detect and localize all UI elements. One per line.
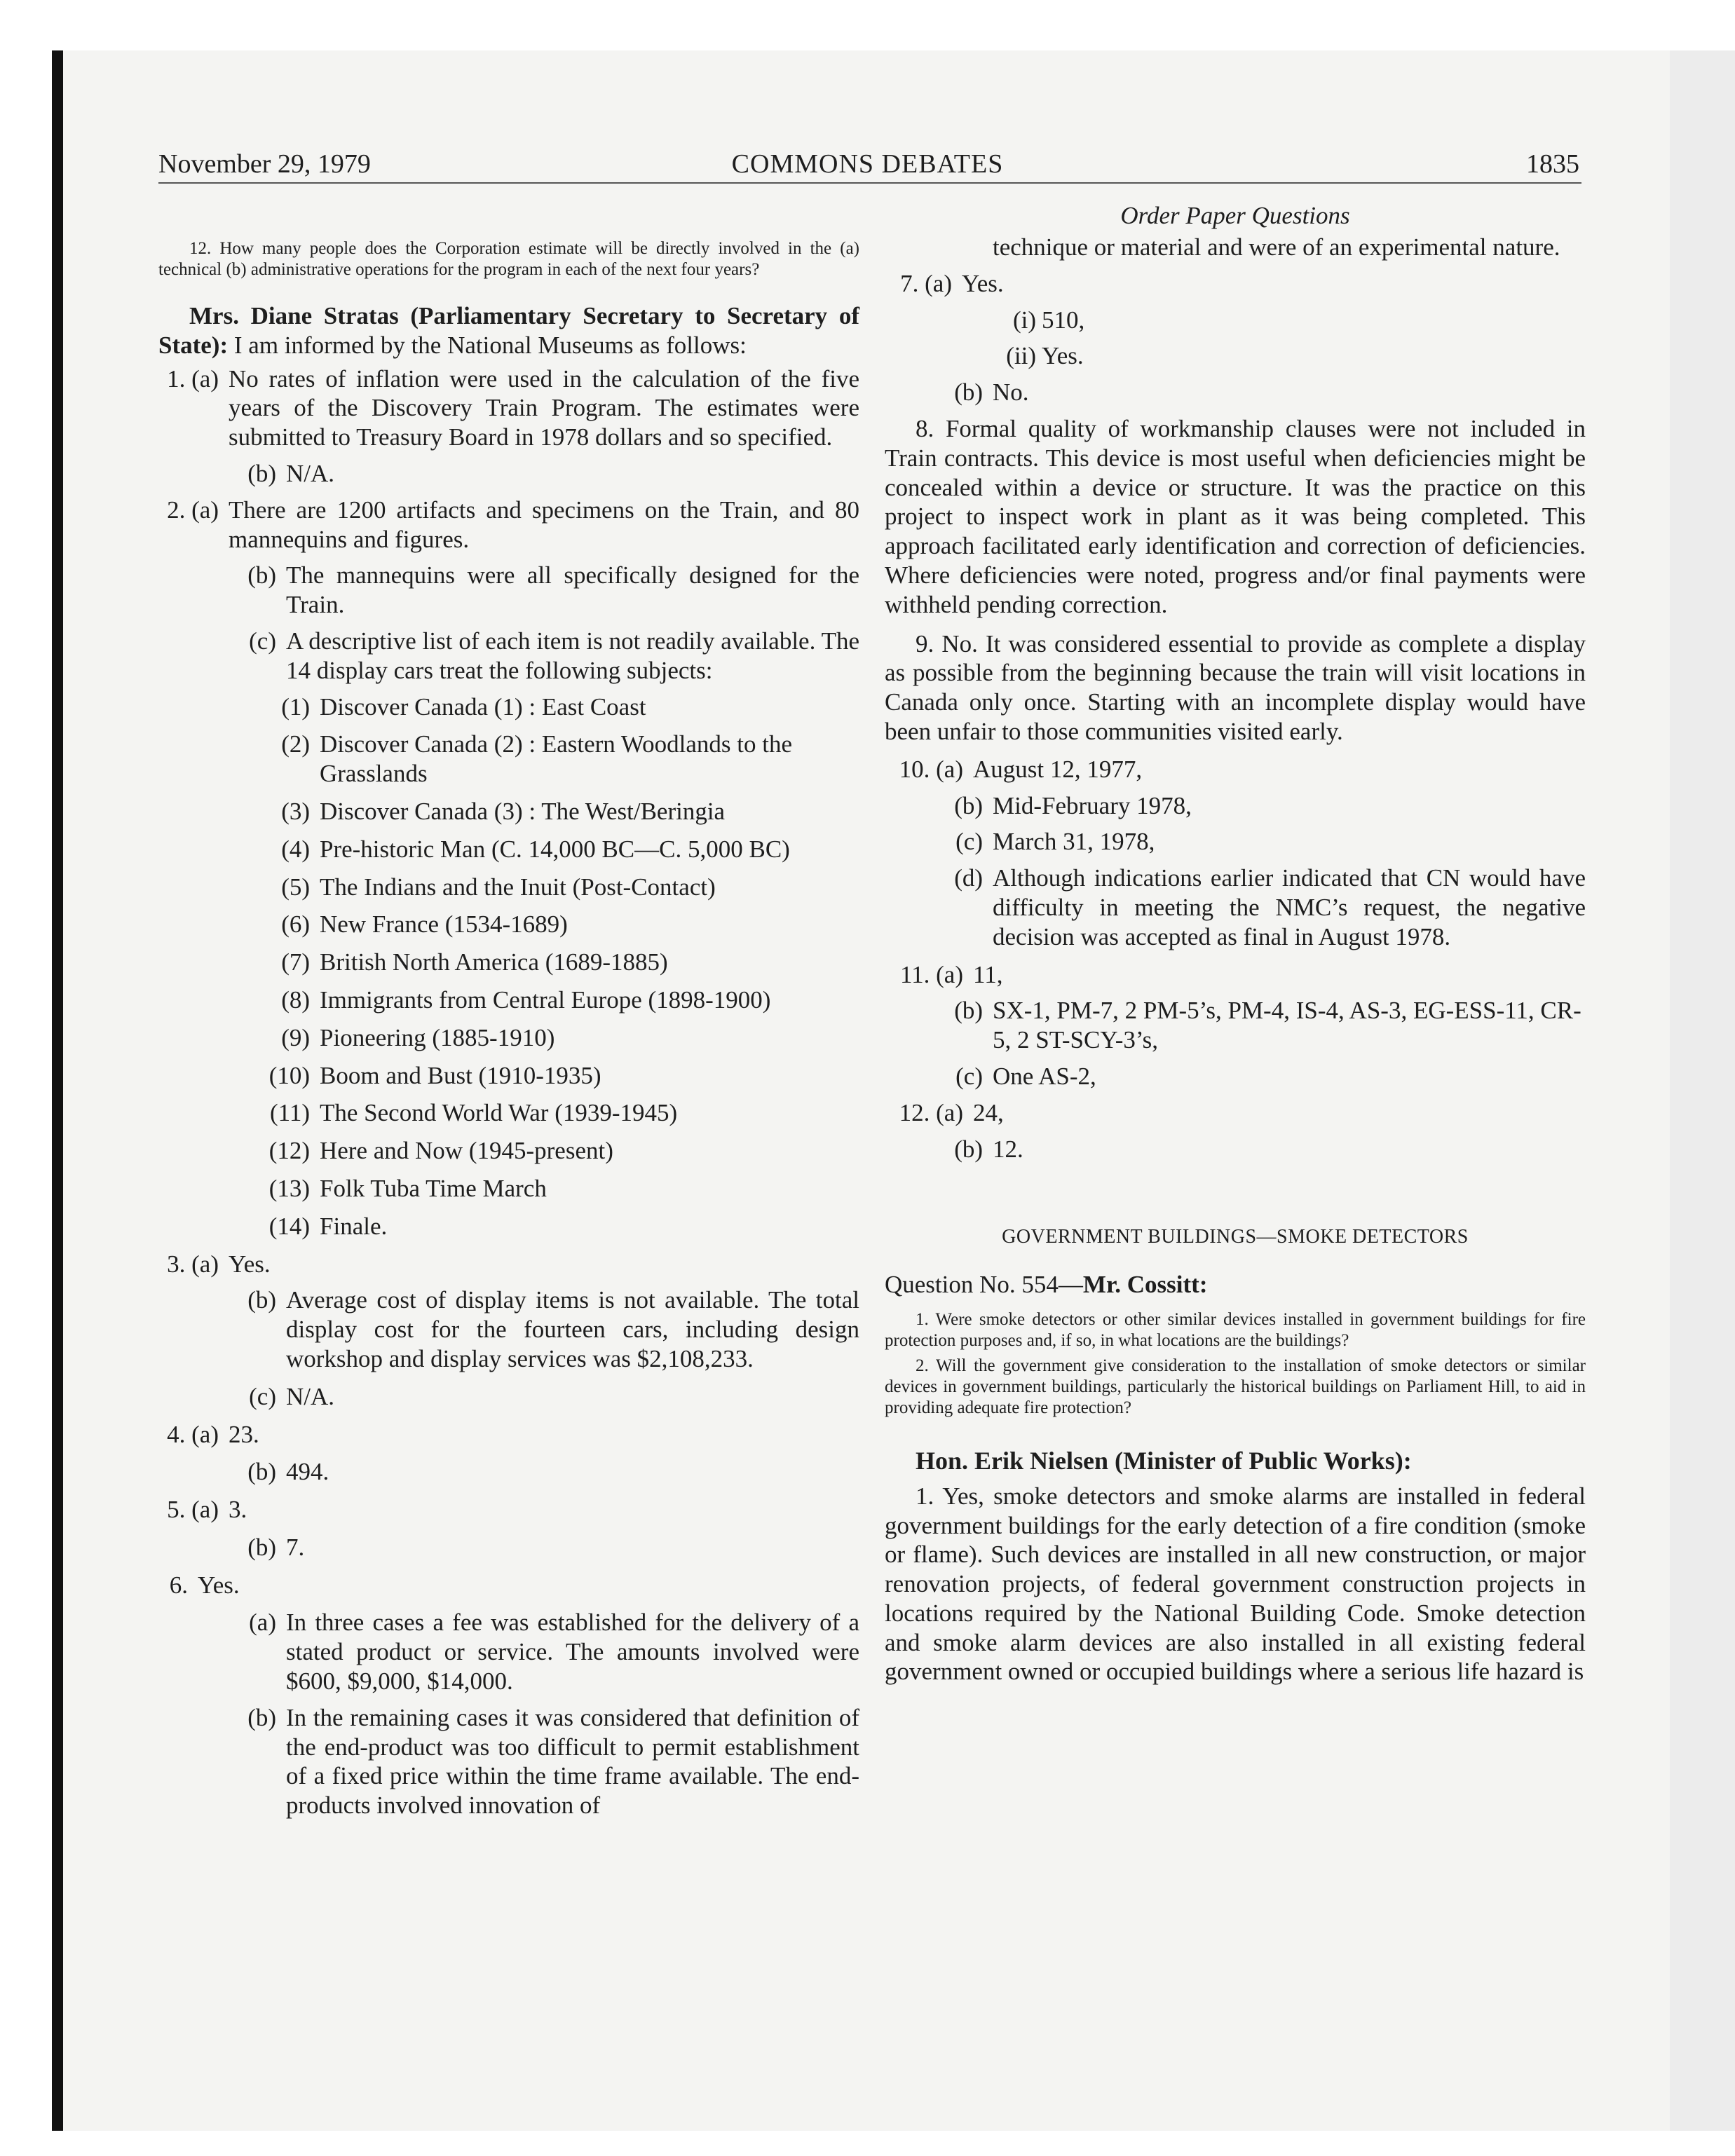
car-number: (11) (269, 1099, 310, 1127)
answer-text: August 12, 1977, (973, 755, 1143, 783)
car-list-item (158, 1174, 859, 1203)
car-subject: Discover Canada (3) : The West/Beringia (320, 797, 726, 825)
answer-subnumber: (i) (1012, 306, 1036, 334)
section-running-title: Order Paper Questions (1120, 202, 1350, 229)
answer-text: Yes. (229, 1250, 271, 1278)
car-list-item (158, 692, 859, 722)
car-number: (6) (281, 910, 310, 939)
answer-text: N/A. (286, 1382, 335, 1410)
answer-text: A descriptive list of each item is not readily available. The 14 display cars treat the following subjects: (286, 627, 859, 684)
header-page-number: 1835 (1526, 149, 1579, 179)
car-number: (2) (281, 730, 310, 758)
answer-12a (885, 1098, 1586, 1128)
right-column (885, 200, 1586, 1686)
car-number: (9) (281, 1023, 310, 1051)
answer-6 (158, 1571, 859, 1600)
answer-number: 1. (a) (167, 364, 219, 393)
answer-text: March 31, 1978, (993, 828, 1155, 856)
answer-7a (885, 269, 1586, 299)
scan-border-left (52, 50, 63, 2131)
answer-text: 3. (229, 1496, 247, 1524)
answer-number: 11. (a) (899, 960, 963, 988)
answer-text: 7. (286, 1533, 305, 1561)
answer-text: The mannequins were all specifically designed for the Train. (286, 561, 859, 619)
answer-letter: (b) (247, 561, 276, 589)
answer-letter: (b) (954, 791, 983, 819)
car-number: (8) (281, 985, 310, 1014)
answer-text: Yes. (198, 1571, 240, 1599)
answer-10c (885, 827, 1586, 857)
header-rule (158, 182, 1581, 184)
answer-number: 7. (a) (900, 269, 952, 297)
car-number: (4) (281, 835, 310, 863)
car-list-item (158, 1023, 859, 1053)
car-number: (13) (268, 1174, 310, 1202)
answer-letter: (b) (247, 1533, 276, 1561)
question-heading (885, 1270, 1586, 1299)
answer-text: Yes. (1042, 342, 1084, 370)
answer-5b (158, 1533, 859, 1562)
answer-number: 3. (a) (167, 1250, 219, 1278)
speaker-statement (158, 301, 859, 360)
answer-text: 11, (973, 960, 1003, 988)
answer-text: In three cases a fee was established for the delivery of a stated product or service. The amounts involved were $600, $9,000, $14,000. (286, 1609, 859, 1696)
answer-1b (158, 459, 859, 489)
answer-8: 8. Formal quality of workmanship clauses were not included in Train contracts. This device is most useful when deficiencies might be concealed within a device or structure. It was the practice on this project to inspect work in plant as it was being completed. This approach facilitated early identification and correction of deficiencies. Where deficiencies were noted, progress and/or final payments were withheld pending correction. (885, 414, 1586, 618)
answer-text: Mid-February 1978, (993, 791, 1192, 819)
answer-number: 12. (a) (899, 1098, 963, 1126)
car-subject: The Indians and the Inuit (Post-Contact) (320, 873, 716, 901)
question-12-text: 12. How many people does the Corporation estimate will be directly involved in the (a) technical (b) administrative operations for the program in each of the next four years? (158, 239, 859, 279)
car-subject: Discover Canada (2) : Eastern Woodlands to the Grasslands (320, 730, 792, 788)
header-title: COMMONS DEBATES (731, 149, 1004, 179)
answer-text: N/A. (286, 459, 335, 487)
car-subject: The Second World War (1939-1945) (320, 1099, 678, 1127)
answer-text: Yes. (962, 269, 1004, 297)
answer-text: One AS-2, (993, 1062, 1096, 1090)
question-label: Question No. 554— (885, 1271, 1083, 1299)
answer-text: 24, (973, 1098, 1004, 1126)
car-list-item (158, 1136, 859, 1166)
answer-3c (158, 1382, 859, 1412)
answer-letter: (d) (954, 864, 983, 892)
car-number: (12) (268, 1137, 310, 1165)
answer-letter: (c) (955, 1062, 983, 1090)
car-list-item (158, 835, 859, 864)
answer-letter: (b) (954, 378, 983, 407)
car-subject: New France (1534-1689) (320, 910, 568, 939)
answer-10b (885, 791, 1586, 821)
car-list-item (158, 1061, 859, 1091)
car-list-item (158, 948, 859, 977)
answer-2a (158, 496, 859, 554)
car-list-item (158, 730, 859, 789)
car-list-item (158, 873, 859, 902)
car-subject: Immigrants from Central Europe (1898-1900) (320, 985, 771, 1014)
minister-answer-1: 1. Yes, smoke detectors and smoke alarms are installed in federal government buildings for the early detection of a fire condition (smoke or flame). Such devices are installed in all new construction, or major renovation projects, of federal government construction projects in locations required by the National Building Code. Smoke detection and smoke alarm devices are also installed in all existing federal government owned or occupied buildings where a serious life hazard is (885, 1482, 1586, 1686)
answer-text: 510, (1042, 306, 1085, 334)
answer-4a (158, 1420, 859, 1449)
answer-3b (158, 1285, 859, 1373)
answer-1a (158, 364, 859, 452)
car-subject: Pioneering (1885-1910) (320, 1023, 555, 1051)
blank-indent (885, 233, 983, 262)
answer-9: 9. No. It was considered essential to provide as complete a display as possible from the beginning because the train will visit locations in Canada only once. Starting with an incomplete display would have been unfair to those communities visited early. (885, 629, 1586, 745)
answer-letter: (c) (249, 627, 276, 655)
left-column (158, 238, 859, 1820)
answer-text: SX-1, PM-7, 2 PM-5’s, PM-4, IS-4, AS-3, EG-ESS-11, CR-5, 2 ST-SCY-3’s, (993, 997, 1581, 1054)
car-number: (3) (281, 797, 310, 825)
car-subject: Finale. (320, 1212, 388, 1240)
question-member: Mr. Cossitt: (1082, 1271, 1208, 1299)
minister-name: Hon. Erik Nielsen (Minister of Public Works): (916, 1446, 1412, 1475)
car-number: (14) (268, 1212, 310, 1240)
answer-letter: (b) (247, 1458, 276, 1486)
answer-letter: (c) (955, 828, 983, 856)
car-number: (7) (281, 948, 310, 976)
car-number: (5) (281, 873, 310, 901)
car-list-item (158, 797, 859, 826)
answer-letter: (b) (247, 1703, 276, 1731)
answer-number: 10. (a) (899, 755, 963, 783)
answer-11b (885, 996, 1586, 1055)
answer-11c (885, 1062, 1586, 1091)
car-subject: Pre-historic Man (C. 14,000 BC—C. 5,000 BC) (320, 835, 790, 863)
answer-6a (158, 1608, 859, 1696)
answer-text: There are 1200 artifacts and specimens on the Train, and 80 mannequins and figures. (229, 496, 859, 553)
car-list-item (158, 1098, 859, 1128)
question-554-part-2: 2. Will the government give consideration to the installation of smoke detectors or similar devices in government buildings, particularly the historical buildings on Parliament Hill, to aid in providing adequate fire protection? (885, 1356, 1586, 1417)
section-heading: GOVERNMENT BUILDINGS—SMOKE DETECTORS (1002, 1226, 1469, 1248)
answer-6b (158, 1703, 859, 1820)
car-number: (1) (281, 692, 310, 721)
car-number: (10) (268, 1061, 310, 1089)
answer-letter: (b) (954, 1135, 983, 1163)
car-subject: Folk Tuba Time March (320, 1174, 547, 1202)
answer-10a (885, 755, 1586, 784)
answer-text: In the remaining cases it was considered that definition of the end-product was too difficult to permit establishment of a fixed price within the time frame available. The end-products involved innovation of (286, 1703, 859, 1820)
answer-text: 494. (286, 1458, 329, 1486)
answer-2b (158, 561, 859, 620)
scan-border-right (1670, 50, 1735, 2131)
header-date: November 29, 1979 (158, 149, 371, 179)
answer-4b (158, 1457, 859, 1487)
answer-5a (158, 1495, 859, 1524)
answer-letter: (b) (247, 459, 276, 487)
answer-10d (885, 864, 1586, 951)
scan-border-top (0, 0, 1735, 50)
answer-7a-i (885, 306, 1586, 335)
answer-11a (885, 960, 1586, 990)
car-subject: Boom and Bust (1910-1935) (320, 1061, 601, 1089)
answer-text: 23. (229, 1420, 259, 1448)
answer-text: No rates of inflation were used in the calculation of the five years of the Discovery Train Program. The estimates were submitted to Treasury Board in 1978 dollars and so specified. (229, 364, 859, 451)
answer-number: 5. (a) (167, 1496, 219, 1524)
speaker-name: Mrs. Diane Stratas (Parliamentary Secretary to Secretary of State): (158, 302, 859, 359)
car-subject: Discover Canada (1) : East Coast (320, 692, 646, 721)
car-list-item (158, 985, 859, 1015)
car-list-item (158, 1212, 859, 1241)
answer-letter: (a) (249, 1609, 276, 1637)
answer-text: No. (993, 378, 1029, 407)
answer-7b (885, 378, 1586, 407)
car-subject: Here and Now (1945-present) (320, 1137, 613, 1165)
answer-number: 2. (a) (167, 496, 219, 524)
answer-letter: (c) (249, 1382, 276, 1410)
question-554-part-1: 1. Were smoke detectors or other similar devices installed in government buildings for fire protection purposes and, if so, in what locations are the buildings? (885, 1309, 1586, 1350)
answer-text: technique or material and were of an experimental nature. (993, 233, 1560, 261)
answer-7a-ii (885, 341, 1586, 371)
answer-text: Although indications earlier indicated that CN would have difficulty in meeting the NMC’s request, the negative decision was accepted as final in August 1978. (993, 864, 1586, 950)
answer-text: Average cost of display items is not available. The total display cost for the fourteen cars, including design workshop and display services was $2,108,233. (286, 1286, 859, 1372)
answer-text: 12. (993, 1135, 1023, 1163)
continued-answer-6b (885, 233, 1586, 262)
answer-letter: (b) (954, 997, 983, 1025)
car-subject: British North America (1689-1885) (320, 948, 668, 976)
answer-letter: (b) (247, 1286, 276, 1314)
answer-subnumber: (ii) (1006, 342, 1036, 370)
answer-12b (885, 1135, 1586, 1164)
speaker-text: I am informed by the National Museums as follows: (228, 331, 747, 359)
answer-number: 4. (a) (167, 1420, 219, 1448)
car-list-item (158, 910, 859, 939)
answer-number: 6. (169, 1571, 188, 1599)
answer-2c (158, 627, 859, 685)
answer-3a (158, 1250, 859, 1279)
